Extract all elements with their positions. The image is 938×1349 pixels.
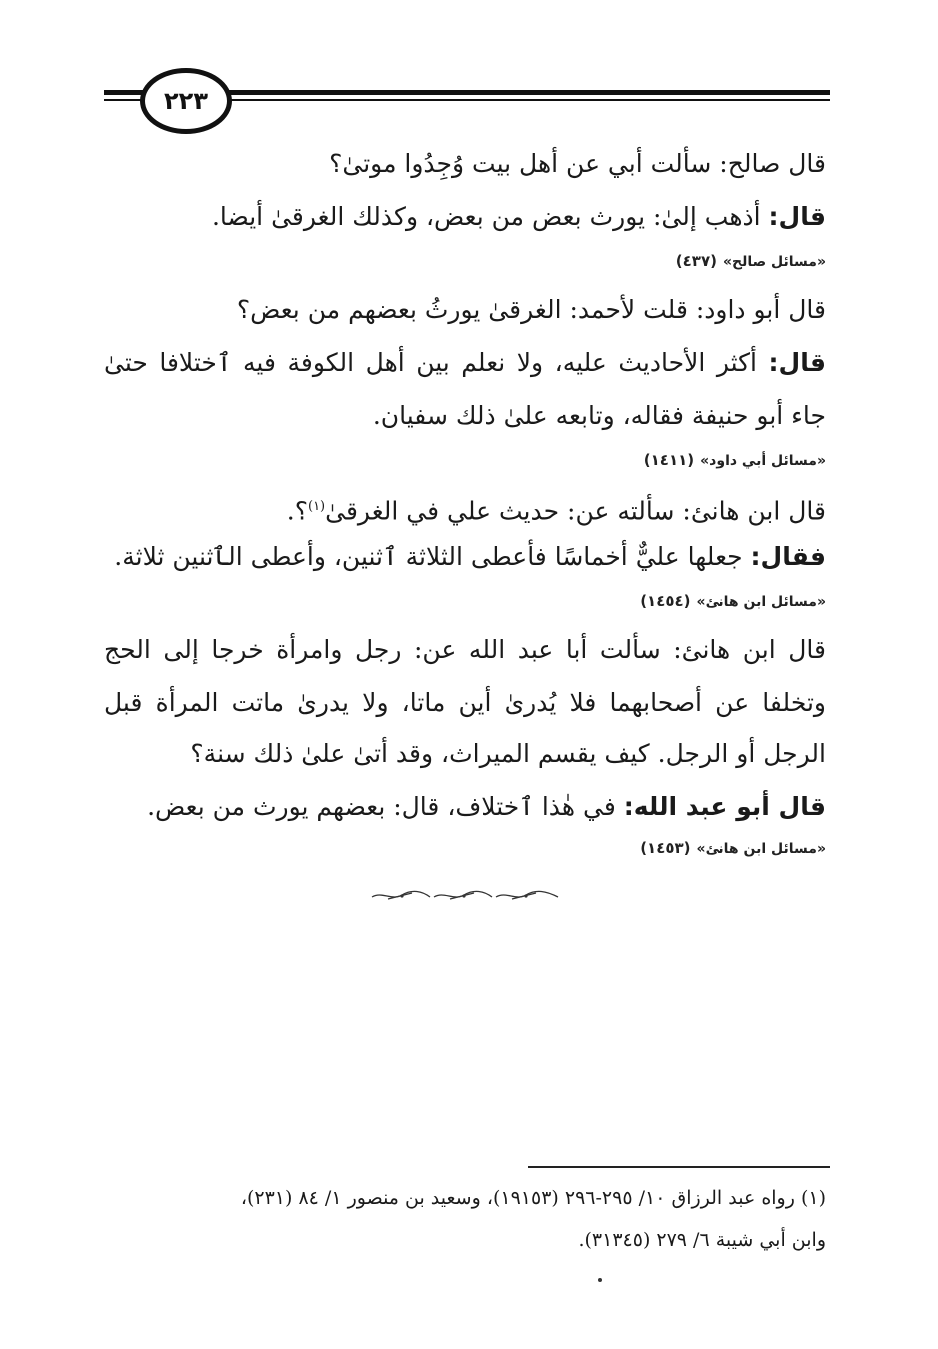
source-number: (١٤١١) (643, 451, 695, 469)
footnote-line (241, 1183, 826, 1213)
line-text: أكثر الأحاديث عليه، ولا نعلم بين أهل الكوفة فيه ٱختلافا حتىٰ (104, 348, 769, 377)
text-line (237, 292, 826, 328)
source-name: «مسائل صالح» (722, 254, 826, 270)
text-line (373, 398, 826, 434)
source-number: (٤٣٧) (675, 252, 717, 270)
stray-dot (598, 1278, 602, 1282)
line-text: في هٰذا ٱختلاف، قال: بعضهم يورث من بعض. (147, 792, 624, 821)
answer-lead: قال: (768, 348, 826, 377)
source-name: «مسائل ابن هانئ» (696, 841, 826, 857)
footnote-line (578, 1225, 826, 1255)
line-text: جعلها عليٌّ أخماسًا فأعطى الثلاثة ٱثنين، وأعطى الٱثنين ثلاثة. (114, 542, 751, 571)
line-text: وتخلفا عن أصحابهما فلا يُدرىٰ أين ماتا، ولا يدرىٰ ماتت المرأة قبل (104, 688, 826, 717)
text-line (190, 736, 826, 772)
page-header (104, 68, 830, 130)
source-citation (640, 839, 826, 857)
line-text: قال ابن هانئ: سألت أبا عبد الله عن: رجل وامرأة خرجا إلى الحج (104, 635, 826, 664)
source-name: «مسائل ابن هانئ» (696, 594, 826, 610)
source-name: «مسائل أبي داود» (700, 453, 826, 469)
text-line (329, 146, 826, 182)
page-number (140, 68, 232, 134)
text-line (104, 632, 826, 668)
footnote-text: وابن أبي شيبة ٦/ ٢٧٩ (٣١٣٤٥). (578, 1229, 826, 1251)
source-number: (١٤٥٣) (640, 839, 691, 857)
answer-lead: قال أبو عبد الله: (623, 792, 826, 821)
text-line (104, 685, 826, 721)
line-text: قال صالح: سألت أبي عن أهل بيت وُجِدُوا موتىٰ؟ (329, 149, 826, 178)
footnote-marker[interactable]: (١) (307, 499, 326, 514)
line-text: قال أبو داود: قلت لأحمد: الغرقىٰ يورثُ بعضهم من بعض؟ (236, 295, 826, 324)
answer-lead: فقال: (750, 542, 826, 571)
source-citation (644, 451, 826, 469)
page-number-text: ٢٢٣ (164, 87, 208, 115)
line-text: ؟. (286, 496, 308, 526)
text-line (287, 489, 826, 529)
line-text: قال ابن هانئ: سألته عن: حديث علي في الغرقىٰ (325, 496, 826, 526)
line-text: جاء أبو حنيفة فقاله، وتابعه علىٰ ذلك سفيان. (372, 401, 826, 430)
source-citation (676, 252, 826, 270)
line-text: الرجل أو الرجل. كيف يقسم الميراث، وقد أتىٰ علىٰ ذلك سنة؟ (190, 739, 826, 768)
section-divider-ornament (368, 889, 562, 903)
answer-lead: قال: (768, 202, 826, 231)
text-line (114, 539, 826, 575)
text-line (147, 789, 826, 825)
source-number: (١٤٥٤) (640, 592, 691, 610)
line-text: أذهب إلىٰ: يورث بعض من بعض، وكذلك الغرقىٰ أيضا. (211, 202, 769, 231)
footnote-text: (١) رواه عبد الرزاق ١٠/ ٢٩٥-٢٩٦ (١٩١٥٣)، وسعيد بن منصور ١/ ٨٤ (٢٣١)، (240, 1187, 826, 1209)
source-citation (640, 592, 826, 610)
text-line (212, 199, 826, 235)
text-line (104, 345, 826, 381)
footnote-separator (528, 1166, 830, 1168)
